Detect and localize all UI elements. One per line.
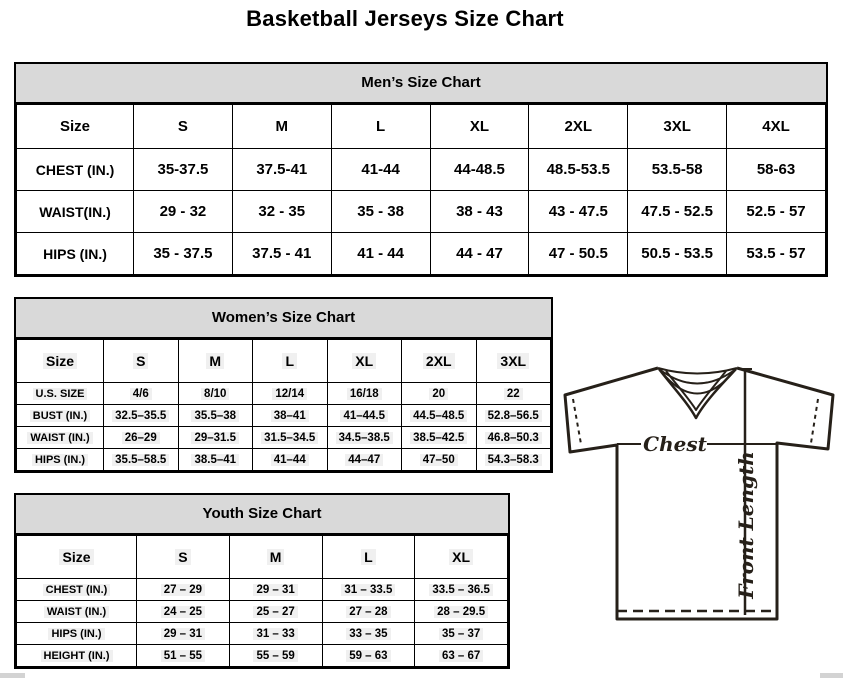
table-cell xyxy=(104,427,179,449)
cell-text: L xyxy=(282,353,297,369)
cell-text: 35.5–58.5 xyxy=(112,454,169,466)
cell-text: 16/18 xyxy=(347,388,382,400)
horizontal-scrollbar-right-fragment[interactable] xyxy=(820,673,843,678)
row-label xyxy=(17,601,137,623)
table-row xyxy=(17,233,826,275)
table-cell: 43 - 47.5 xyxy=(529,191,628,233)
cell-text: 29 – 31 xyxy=(161,628,205,640)
column-header: 2XL xyxy=(529,105,628,149)
table-cell: 41 - 44 xyxy=(331,233,430,275)
cell-text: HIPS (IN.) xyxy=(32,454,88,466)
cell-text: 33 – 35 xyxy=(346,628,390,640)
table-cell xyxy=(229,579,322,601)
cell-text: 20 xyxy=(429,388,448,400)
cell-text: S xyxy=(133,353,148,369)
cell-text: 28 – 29.5 xyxy=(434,606,488,618)
table-cell xyxy=(415,601,508,623)
column-header xyxy=(178,340,253,383)
cell-text: 51 – 55 xyxy=(161,650,205,662)
table-row xyxy=(17,601,508,623)
cell-text: 47–50 xyxy=(420,454,458,466)
column-header xyxy=(104,340,179,383)
table-cell xyxy=(415,623,508,645)
table-cell xyxy=(402,449,477,471)
row-label xyxy=(17,427,104,449)
table-cell: 58-63 xyxy=(727,149,826,191)
size-header-cell xyxy=(17,536,137,579)
youth-size-chart-section xyxy=(14,493,510,669)
mens-size-chart-section xyxy=(14,62,828,277)
cell-text: HIPS (IN.) xyxy=(48,628,104,640)
table-cell xyxy=(104,405,179,427)
table-row xyxy=(17,191,826,233)
table-cell: 35-37.5 xyxy=(134,149,233,191)
cell-text: 27 – 29 xyxy=(161,584,205,596)
cell-text: 55 – 59 xyxy=(253,650,297,662)
cell-text: 31 – 33.5 xyxy=(341,584,395,596)
row-label xyxy=(17,623,137,645)
table-cell: 47.5 - 52.5 xyxy=(628,191,727,233)
cell-text: BUST (IN.) xyxy=(30,410,90,422)
cuff-dashed-line-left xyxy=(573,399,581,444)
row-label xyxy=(17,383,104,405)
cell-text: 22 xyxy=(504,388,523,400)
table-cell xyxy=(322,645,415,667)
cell-text: 33.5 – 36.5 xyxy=(429,584,493,596)
table-cell: 44-48.5 xyxy=(430,149,529,191)
cell-text: XL xyxy=(449,549,473,565)
cell-text: 38.5–41 xyxy=(191,454,239,466)
table-row xyxy=(17,623,508,645)
table-cell xyxy=(476,405,551,427)
table-cell: 48.5-53.5 xyxy=(529,149,628,191)
table-cell xyxy=(229,601,322,623)
cell-text: CHEST (IN.) xyxy=(43,584,111,596)
table-cell xyxy=(104,449,179,471)
front-length-label: Front Length xyxy=(734,451,758,599)
cell-text: 4/6 xyxy=(130,388,152,400)
table-row xyxy=(17,579,508,601)
page-title: Basketball Jerseys Size Chart xyxy=(246,6,564,31)
cell-text: Size xyxy=(59,549,93,565)
table-cell xyxy=(253,383,328,405)
cell-text: 46.8–50.3 xyxy=(485,432,542,444)
cell-text: 35.5–38 xyxy=(191,410,239,422)
table-row xyxy=(17,405,551,427)
column-header xyxy=(229,536,322,579)
table-row xyxy=(17,427,551,449)
cell-text: M xyxy=(267,549,285,565)
table-cell xyxy=(327,449,402,471)
table-cell: 41-44 xyxy=(331,149,430,191)
cell-text: 34.5–38.5 xyxy=(336,432,393,444)
column-header xyxy=(476,340,551,383)
table-cell xyxy=(253,405,328,427)
table-cell xyxy=(137,645,230,667)
row-label: HIPS (IN.) xyxy=(17,233,134,275)
table-cell xyxy=(402,427,477,449)
cell-text: 35 – 37 xyxy=(439,628,483,640)
table-cell: 37.5-41 xyxy=(232,149,331,191)
table-cell: 32 - 35 xyxy=(232,191,331,233)
row-label xyxy=(17,645,137,667)
table-cell xyxy=(253,427,328,449)
size-header-cell: Size xyxy=(17,105,134,149)
cell-text: 44.5–48.5 xyxy=(410,410,467,422)
table-cell xyxy=(327,427,402,449)
column-header xyxy=(327,340,402,383)
table-head xyxy=(17,536,508,579)
table-cell: 44 - 47 xyxy=(430,233,529,275)
table-cell xyxy=(137,601,230,623)
table-cell xyxy=(402,383,477,405)
column-header-row xyxy=(17,536,508,579)
table-cell xyxy=(137,579,230,601)
cell-text: XL xyxy=(352,353,376,369)
row-label xyxy=(17,449,104,471)
cell-text: 52.8–56.5 xyxy=(485,410,542,422)
youth-size-table xyxy=(16,535,508,667)
cell-text: 26–29 xyxy=(122,432,160,444)
table-cell xyxy=(178,405,253,427)
table-body xyxy=(17,383,551,471)
row-label xyxy=(17,579,137,601)
table-cell xyxy=(327,405,402,427)
cell-text: 44–47 xyxy=(345,454,383,466)
cell-text: 41–44.5 xyxy=(340,410,388,422)
cell-text: WAIST (IN.) xyxy=(27,432,92,444)
chest-label: Chest xyxy=(643,432,707,456)
row-label: WAIST(IN.) xyxy=(17,191,134,233)
table-cell xyxy=(476,427,551,449)
table-cell xyxy=(402,405,477,427)
cell-text: L xyxy=(361,549,376,565)
cell-text: S xyxy=(175,549,190,565)
cell-text: 31 – 33 xyxy=(253,628,297,640)
column-header: S xyxy=(134,105,233,149)
cell-text: HEIGHT (IN.) xyxy=(41,650,113,662)
column-header xyxy=(322,536,415,579)
cell-text: WAIST (IN.) xyxy=(44,606,109,618)
table-cell: 47 - 50.5 xyxy=(529,233,628,275)
cell-text: M xyxy=(206,353,224,369)
youth-chart-caption: Youth Size Chart xyxy=(16,495,508,535)
table-row xyxy=(17,449,551,471)
column-header: M xyxy=(232,105,331,149)
cell-text: 31.5–34.5 xyxy=(261,432,318,444)
horizontal-scrollbar-left-fragment[interactable] xyxy=(0,673,25,678)
cell-text: 27 – 28 xyxy=(346,606,390,618)
table-cell xyxy=(104,383,179,405)
cell-text: 2XL xyxy=(423,353,455,369)
row-label: CHEST (IN.) xyxy=(17,149,134,191)
table-row xyxy=(17,645,508,667)
cell-text: 41–44 xyxy=(271,454,309,466)
table-cell: 37.5 - 41 xyxy=(232,233,331,275)
cell-text: 38–41 xyxy=(271,410,309,422)
column-header: 3XL xyxy=(628,105,727,149)
womens-size-chart-section xyxy=(14,297,553,473)
table-head xyxy=(17,105,826,149)
table-body xyxy=(17,579,508,667)
table-cell xyxy=(253,449,328,471)
mens-chart-caption: Men’s Size Chart xyxy=(16,64,826,104)
table-cell xyxy=(415,579,508,601)
cell-text: 8/10 xyxy=(201,388,229,400)
table-cell xyxy=(229,645,322,667)
table-cell xyxy=(322,601,415,623)
table-cell: 50.5 - 53.5 xyxy=(628,233,727,275)
table-cell: 52.5 - 57 xyxy=(727,191,826,233)
cell-text: 25 – 27 xyxy=(253,606,297,618)
table-cell xyxy=(178,383,253,405)
table-row xyxy=(17,149,826,191)
column-header: XL xyxy=(430,105,529,149)
table-cell xyxy=(327,383,402,405)
cell-text: 32.5–35.5 xyxy=(112,410,169,422)
mens-size-table xyxy=(16,104,826,275)
column-header: 4XL xyxy=(727,105,826,149)
table-row xyxy=(17,383,551,405)
column-header-row xyxy=(17,340,551,383)
column-header-row xyxy=(17,105,826,149)
cell-text: 24 – 25 xyxy=(161,606,205,618)
row-label xyxy=(17,405,104,427)
table-cell xyxy=(229,623,322,645)
cuff-dashed-line-right xyxy=(811,399,818,443)
cell-text: 54.3–58.3 xyxy=(485,454,542,466)
table-cell: 29 - 32 xyxy=(134,191,233,233)
table-cell xyxy=(476,449,551,471)
table-cell xyxy=(322,579,415,601)
table-cell: 38 - 43 xyxy=(430,191,529,233)
cell-text: 12/14 xyxy=(272,388,307,400)
cell-text: 29–31.5 xyxy=(191,432,239,444)
cell-text: 3XL xyxy=(497,353,529,369)
cell-text: 63 – 67 xyxy=(439,650,483,662)
table-cell xyxy=(415,645,508,667)
table-body xyxy=(17,149,826,275)
table-cell xyxy=(178,427,253,449)
cell-text: 59 – 63 xyxy=(346,650,390,662)
column-header xyxy=(402,340,477,383)
table-cell xyxy=(178,449,253,471)
womens-chart-caption: Women’s Size Chart xyxy=(16,299,551,339)
table-cell: 53.5 - 57 xyxy=(727,233,826,275)
table-cell: 53.5-58 xyxy=(628,149,727,191)
column-header: L xyxy=(331,105,430,149)
cell-text: U.S. SIZE xyxy=(33,388,88,400)
column-header xyxy=(253,340,328,383)
column-header xyxy=(415,536,508,579)
cell-text: 38.5–42.5 xyxy=(410,432,467,444)
table-head xyxy=(17,340,551,383)
table-cell xyxy=(322,623,415,645)
cell-text: 29 – 31 xyxy=(253,584,297,596)
womens-size-table xyxy=(16,339,551,471)
size-header-cell xyxy=(17,340,104,383)
table-cell: 35 - 37.5 xyxy=(134,233,233,275)
table-cell xyxy=(476,383,551,405)
table-cell: 35 - 38 xyxy=(331,191,430,233)
table-cell xyxy=(137,623,230,645)
jersey-diagram xyxy=(555,355,840,623)
column-header xyxy=(137,536,230,579)
cell-text: Size xyxy=(43,353,77,369)
